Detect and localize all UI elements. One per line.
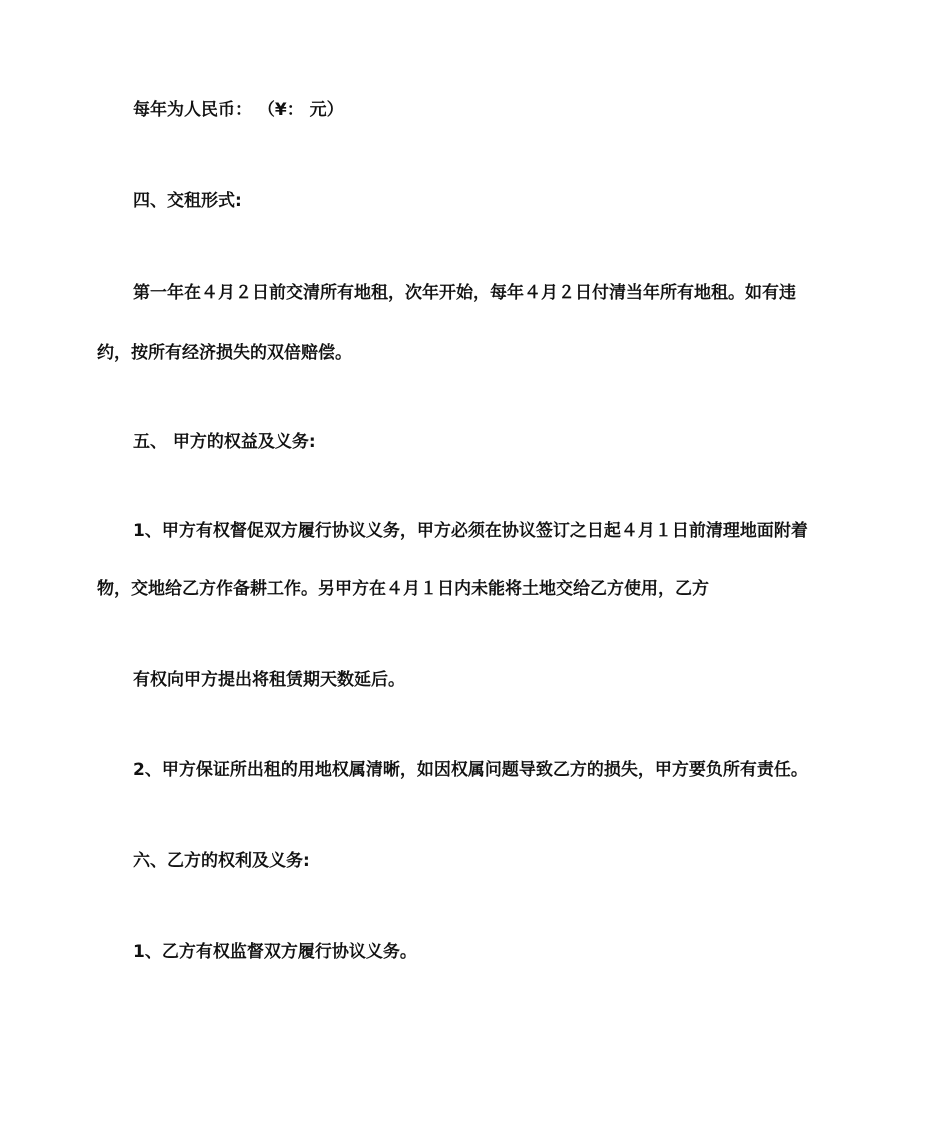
payment-terms-line-2: 约，按所有经济损失的双倍赔偿。 <box>97 343 352 363</box>
party-a-clause-2: 2、甲方保证所出租的用地权属清晰，如因权属问题导致乙方的损失，甲方要负所有责任。 <box>133 760 808 780</box>
party-a-clause-1-line-3: 有权向甲方提出将租赁期天数延后。 <box>133 670 405 690</box>
party-a-clause-1-line-2: 物，交地给乙方作备耕工作。另甲方在４月１日内未能将土地交给乙方使用，乙方 <box>97 579 709 599</box>
party-a-clause-1-line-1: 1、甲方有权督促双方履行协议义务，甲方必须在协议签订之日起４月１日前清理地面附着 <box>133 521 808 541</box>
payment-terms-line-1: 第一年在４月２日前交清所有地租，次年开始，每年４月２日付清当年所有地租。如有违 <box>133 283 796 303</box>
section-six-heading: 六、乙方的权利及义务: <box>133 851 310 871</box>
section-four-heading: 四、交租形式: <box>133 191 242 211</box>
section-five-heading: 五、 甲方的权益及义务: <box>133 432 316 452</box>
rent-amount-line: 每年为人民币： （¥： 元） <box>133 100 344 120</box>
party-b-clause-1: 1、乙方有权监督双方履行协议义务。 <box>133 942 417 962</box>
